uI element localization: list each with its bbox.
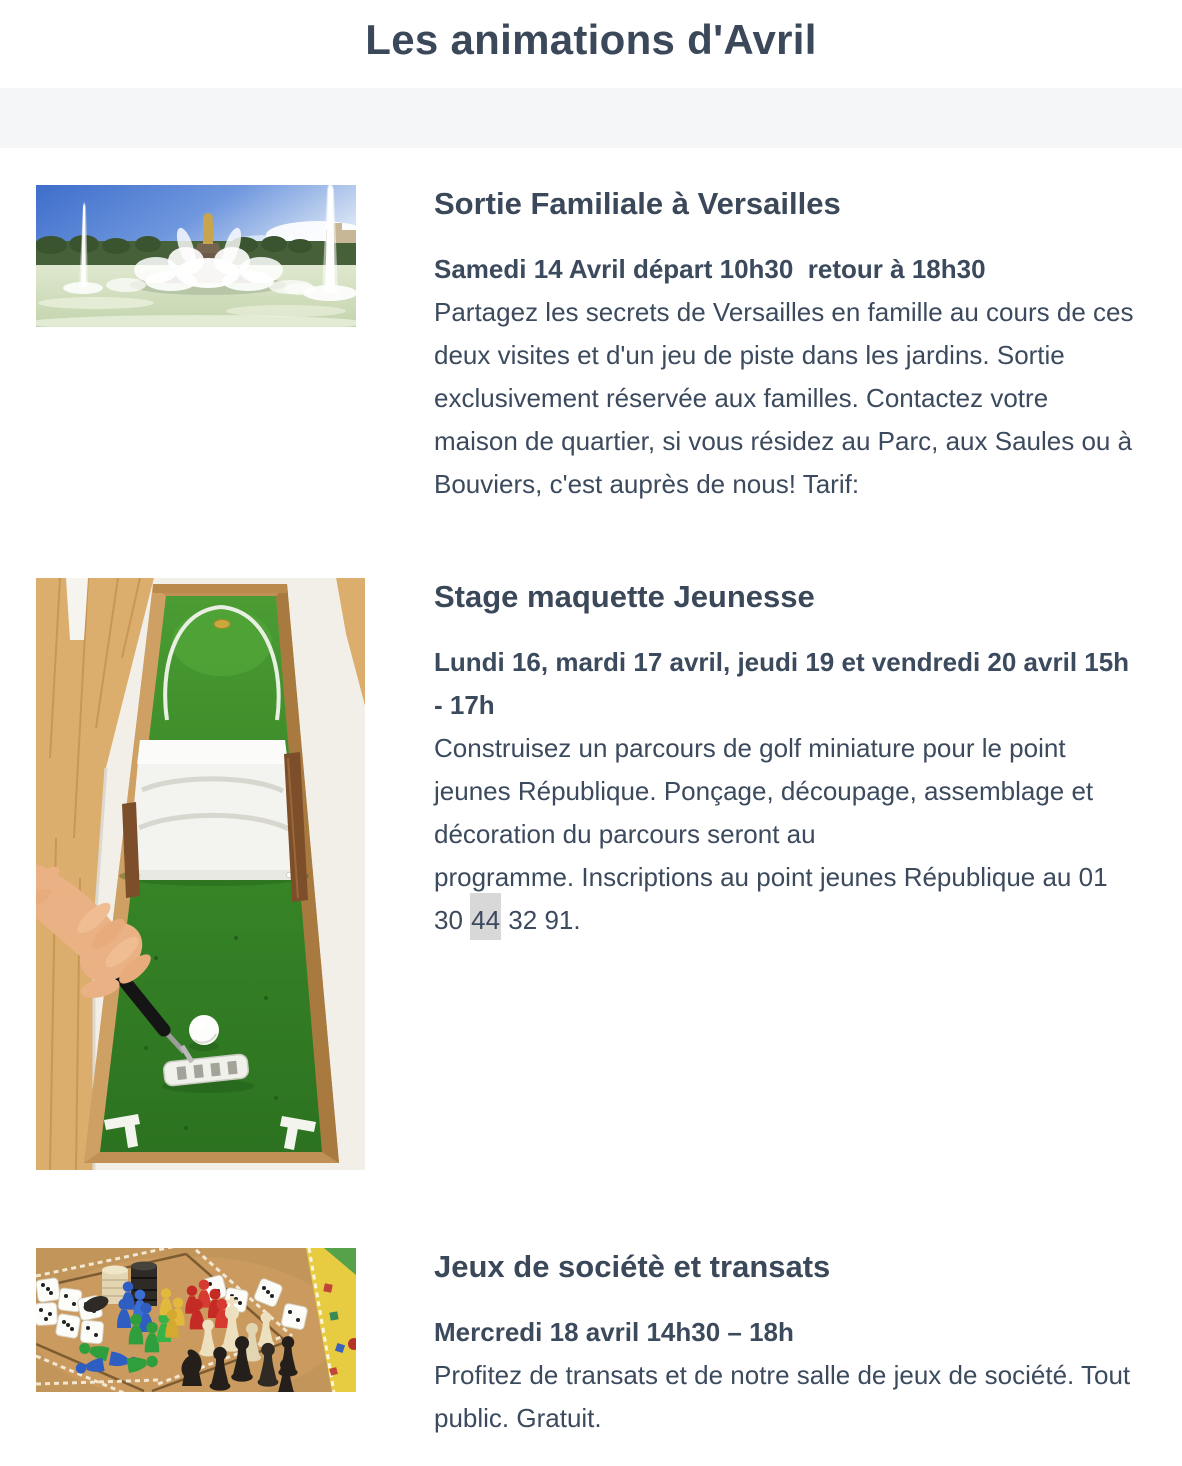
mini-golf-course-photo: [36, 578, 434, 1170]
section-maquette: [36, 578, 1146, 1170]
section-text: [434, 1248, 1134, 1440]
versailles-fountain-photo: [36, 185, 434, 327]
page-header: [0, 0, 1182, 88]
newsletter-body: [0, 185, 1182, 1466]
versailles-fountain-illustration: [36, 185, 356, 327]
event-description: programme. Inscriptions au point jeunes République au 01 30: [434, 862, 1108, 936]
highlighted-phone-digits: 44: [470, 893, 501, 940]
section-paragraph: [434, 641, 1134, 942]
event-description: Partagez les secrets de Versailles en famille au cours de ces deux visites et d'un jeu de piste dans les jardins. Sortie exclusivement réservée aux familles. Contactez votre maison de quartier, si vous résidez au Parc, aux Saules ou à Bouviers, c'est auprès de nous! Tarif:: [434, 297, 1134, 500]
event-description: Construisez un parcours de golf miniature pour le point jeunes République. Ponçage, découpage, assemblage et décoration du parcours seront au: [434, 733, 1094, 850]
event-date: Samedi 14 Avril départ 10h30 retour à 18h30: [434, 254, 986, 285]
event-date: Lundi 16, mardi 17 avril, jeudi 19 et vendredi 20 avril 15h - 17h: [434, 647, 1130, 721]
section-jeux: [36, 1248, 1146, 1440]
header-band: [0, 88, 1182, 148]
event-description: 32 91.: [501, 905, 581, 936]
section-text: [434, 578, 1134, 942]
board-games-photo: [36, 1248, 434, 1392]
ramp-obstacle: [119, 740, 309, 886]
golf-ball: [189, 1015, 219, 1051]
section-paragraph: [434, 248, 1134, 506]
section-title: Stage maquette Jeunesse: [434, 579, 815, 615]
section-title: Jeux de sociétè et transats: [434, 1249, 831, 1285]
hole-marker: [214, 620, 230, 629]
section-title: Sortie Familiale à Versailles: [434, 186, 841, 221]
section-paragraph: [434, 1311, 1134, 1440]
gold-statue: [203, 221, 213, 244]
event-date: Mercredi 18 avril 14h30 – 18h: [434, 1317, 794, 1348]
board-games-illustration: [36, 1248, 356, 1392]
section-versailles: [36, 185, 1146, 506]
page-title: Les animations d'Avril: [365, 16, 817, 63]
mini-golf-illustration: [36, 578, 365, 1170]
event-description: Profitez de transats et de notre salle de jeux de société. Tout public. Gratuit.: [434, 1360, 1131, 1434]
section-text: [434, 185, 1134, 506]
